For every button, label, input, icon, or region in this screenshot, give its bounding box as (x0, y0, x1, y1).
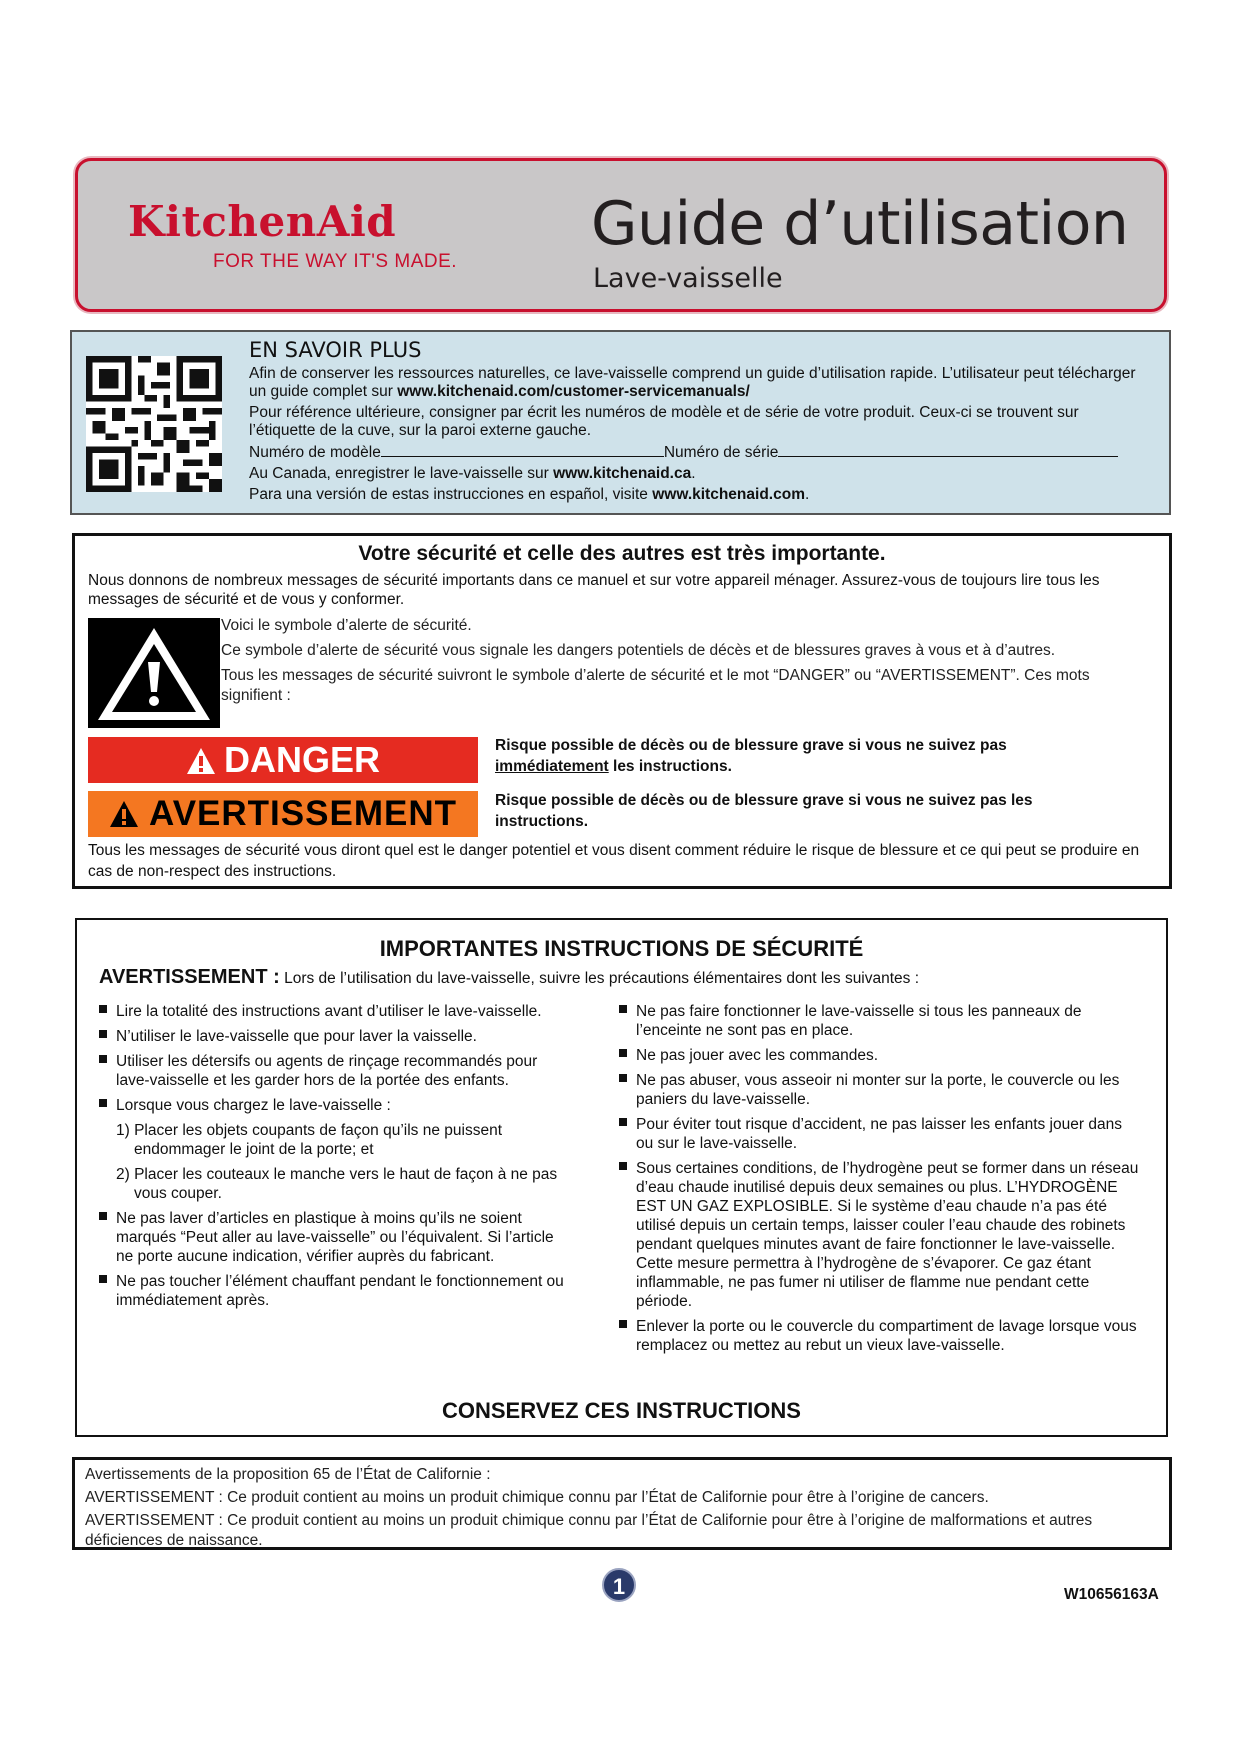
serial-number-field[interactable] (778, 443, 1118, 457)
safety-intro: Nous donnons de nombreux messages de sécurité importants dans ce manuel et sur votre appareil ménager. Assurez-vous de toujours lire tous les messages de sécurité et de vous y conformer. (88, 572, 1100, 608)
sub-item: 1) Placer les objets coupants de façon qu’ils ne puissent endommager le joint de la porte; et (116, 1122, 503, 1158)
list-item (619, 1071, 1139, 1109)
document-id: W10656163A (1064, 1586, 1159, 1603)
safety-alert-icon (88, 618, 220, 728)
learn-more-p2: Pour référence ultérieure, consigner par écrit les numéros de modèle et de série de votre produit. Ceux-ci se trouvent sur l’étiquette de la cuve, sur la paroi externe gauche. (249, 404, 1079, 439)
warning-label (88, 791, 478, 837)
prop65-heading: Avertissements de la proposition 65 de l’État de Californie : (85, 1466, 491, 1483)
p1-text: Afin de conserver les ressources naturelles, ce lave-vaisselle comprend un guide d’utilisation rapide. L’utilisateur peut télécharger un guide complet sur (249, 365, 1136, 400)
instructions-right-column (619, 1002, 1139, 1361)
spanish-end: . (804, 486, 810, 503)
warning-triangle-icon (186, 747, 216, 775)
safety-box (72, 533, 1172, 889)
model-serial-line (249, 443, 1149, 462)
conserve-instructions: CONSERVEZ CES INSTRUCTIONS (442, 1398, 801, 1423)
item-text: Utiliser les détersifs ou agents de rinçage recommandés pour lave-vaisselle et les garder hors de la portée des enfants. (116, 1053, 538, 1089)
list-item (99, 1096, 574, 1115)
item-text: Ne pas abuser, vous asseoir ni monter sur la porte, le couvercle ou les paniers du lave-vaisselle. (636, 1072, 1120, 1108)
learn-more-content (249, 338, 1149, 507)
danger-label (88, 737, 478, 783)
canada-link[interactable]: www.kitchenaid.ca (553, 465, 692, 482)
learn-more-p1 (249, 365, 1149, 401)
brand-logo: KitchenAid (128, 197, 397, 246)
alert-explanation (221, 616, 1131, 711)
warning-triangle-icon (109, 800, 139, 828)
prop65-warning-2: AVERTISSEMENT : Ce produit contient au moins un produit chimique connu par l’État de Californie pour être à l’origine de malformations et autres déficiences de naissance. (85, 1512, 1093, 1549)
item-text: Ne pas toucher l’élément chauffant pendant le fonctionnement ou immédiatement après. (116, 1273, 564, 1309)
alert-line-3: Tous les messages de sécurité suivront le symbole d’alerte de sécurité et le mot “DANGER” ou “AVERTISSEMENT”. Ces mots signifient : (221, 667, 1090, 704)
brand-tagline: FOR THE WAY IT'S MADE. (213, 251, 458, 272)
list-item (619, 1317, 1139, 1355)
serial-label: Numéro de série (663, 444, 779, 461)
list-item (619, 1046, 1139, 1065)
danger-desc-a: Risque possible de décès ou de blessure grave si vous ne suivez pas (495, 737, 1007, 754)
prop65-box (72, 1457, 1172, 1550)
item-text: Lorsque vous chargez le lave-vaisselle : (116, 1097, 391, 1114)
list-item (99, 1209, 574, 1266)
safety-title: Votre sécurité et celle des autres est très importante. (358, 542, 886, 565)
list-item (99, 1002, 574, 1021)
learn-more-box (70, 330, 1171, 515)
list-item (99, 1272, 574, 1310)
page-number: 1 (602, 1568, 636, 1602)
alert-line-2: Ce symbole d’alerte de sécurité vous signale les dangers potentiels de décès et de blessures graves à vous et à d’autres. (221, 642, 1056, 659)
list-item (99, 1052, 574, 1090)
item-text: Ne pas jouer avec les commandes. (636, 1047, 879, 1064)
instructions-left-column (99, 1002, 574, 1316)
list-item (99, 1027, 574, 1046)
item-text: N’utiliser le lave-vaisselle que pour laver la vaisselle. (116, 1028, 477, 1045)
list-item (619, 1002, 1139, 1040)
spanish-link[interactable]: www.kitchenaid.com (652, 486, 805, 503)
canada-line (249, 465, 1149, 483)
spanish-line (249, 486, 1149, 504)
important-warning-label: AVERTISSEMENT : (99, 966, 280, 988)
guide-subtitle: Lave-vaisselle (593, 263, 783, 294)
canada-text: Au Canada, enregistrer le lave-vaisselle sur (249, 465, 554, 482)
header-banner (75, 158, 1167, 312)
manuals-link[interactable]: www.kitchenaid.com/customer-servicemanuals/ (397, 383, 750, 400)
list-item (619, 1159, 1139, 1311)
important-warning-text: Lors de l’utilisation du lave-vaisselle, suivre les précautions élémentaires dont les suivantes : (279, 970, 920, 987)
item-text: Enlever la porte ou le couvercle du compartiment de lavage lorsque vous remplacez ou mettez au rebut un vieux lave-vaisselle. (636, 1318, 1137, 1354)
prop65-warning-1: AVERTISSEMENT : Ce produit contient au moins un produit chimique connu par l’État de Californie pour être à l’origine de cancers. (85, 1489, 989, 1506)
model-number-field[interactable] (381, 443, 664, 457)
danger-text: DANGER (223, 739, 380, 780)
important-title: IMPORTANTES INSTRUCTIONS DE SÉCURITÉ (379, 936, 864, 961)
model-label: Numéro de modèle (249, 444, 381, 461)
item-text: Pour éviter tout risque d’accident, ne pas laisser les enfants jouer dans ou sur le lave-vaisselle. (636, 1116, 1122, 1152)
danger-description (495, 735, 1115, 777)
warning-description: Risque possible de décès ou de blessure grave si vous ne suivez pas les instructions. (495, 792, 1033, 830)
danger-desc-underlined: immédiatement (495, 758, 609, 775)
item-text: Sous certaines conditions, de l’hydrogène peut se former dans un réseau d’eau chaude inutilisé depuis deux semaines ou plus. L’HYDROGÈNE EST UN GAZ EXPLOSIBLE. Si le système d’eau chaude n’a pas été utilisé depuis un certain temps, laisser couler l’eau chaude des robinets pendant quelques minutes avant de faire fonctionner le lave-vaisselle. Cette mesure permettra à l’hydrogène de s’évaporer. Ce gaz étant inflammable, ne pas fumer ni utiliser de flamme nue pendant cette période. (636, 1160, 1139, 1310)
alert-line-1: Voici le symbole d’alerte de sécurité. (221, 617, 472, 634)
guide-title: Guide d’utilisation (591, 189, 1129, 259)
warning-text: AVERTISSEMENT (149, 794, 457, 833)
important-warning (99, 966, 919, 989)
sub-item: 2) Placer les couteaux le manche vers le haut de façon à ne pas vous couper. (116, 1166, 558, 1202)
danger-desc-b: les instructions. (608, 758, 732, 775)
learn-more-heading: EN SAVOIR PLUS (249, 338, 422, 362)
important-instructions-box (75, 918, 1168, 1437)
list-item (619, 1115, 1139, 1153)
canada-end: . (691, 465, 696, 482)
safety-footer: Tous les messages de sécurité vous diront quel est le danger potentiel et vous disent comment réduire le risque de blessure et ce qui peut se produire en cas de non-respect des instructions. (88, 842, 1140, 880)
item-text: Ne pas faire fonctionner le lave-vaisselle si tous les panneaux de l’enceinte ne sont pas en place. (636, 1003, 1082, 1039)
spanish-text: Para una versión de estas instrucciones en español, visite (249, 486, 653, 503)
item-text: Ne pas laver d’articles en plastique à moins qu’ils ne soient marqués “Peut aller au lave-vaisselle” ou l’équivalent. Si l’article ne porte aucune indication, vérifier auprès du fabricant. (116, 1210, 554, 1265)
qr-code-icon[interactable] (86, 356, 222, 492)
item-text: Lire la totalité des instructions avant d’utiliser le lave-vaisselle. (116, 1003, 542, 1020)
